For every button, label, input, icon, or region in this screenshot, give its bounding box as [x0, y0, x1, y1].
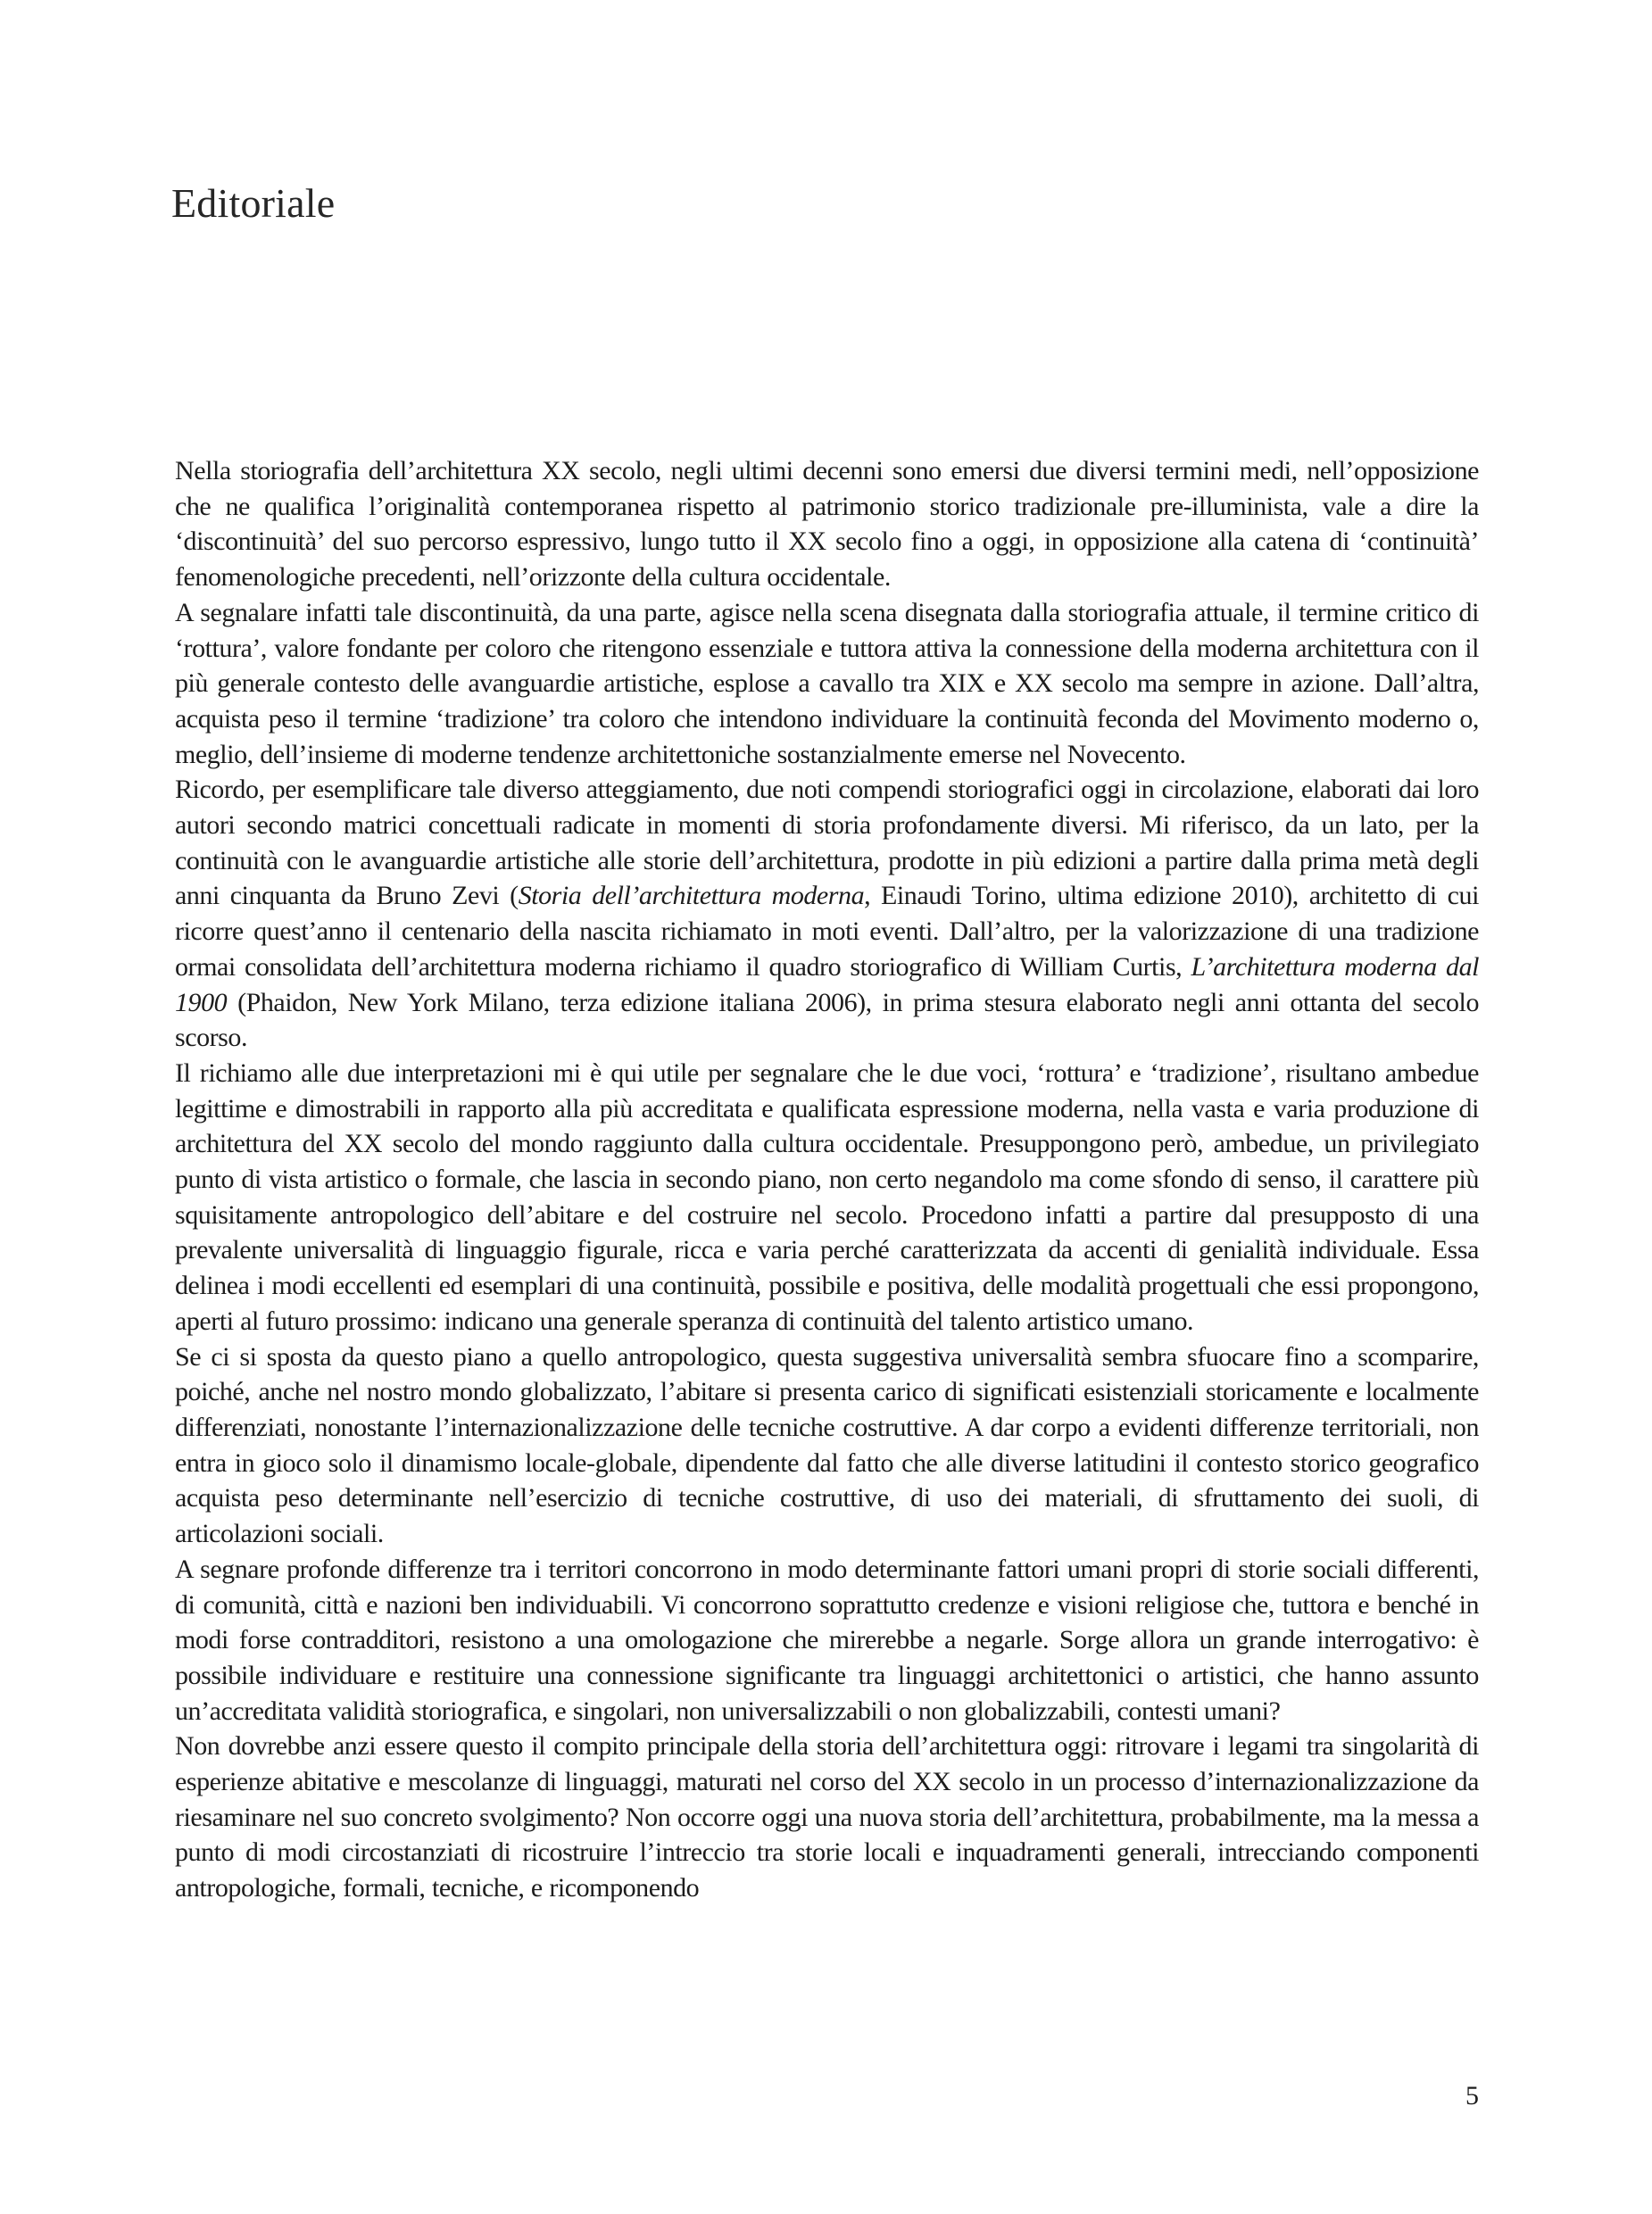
page-number: 5 [1465, 2081, 1479, 2110]
paragraph-3 [175, 772, 1479, 1056]
text-segment: Se ci si sposta da questo piano a quello antropologico, questa suggestiva universalità sembra sfuocare fino a scomparire, poiché, anche nel nostro mondo globalizzato, l’abitare si presenta carico di significati esistenziali storicamente e localmente differenziati, nonostante l’internazionalizzazione delle tecniche costruttive. A dar corpo a evidenti differenze territoriali, non entra in gioco solo il dinamismo locale-globale, dipendente dal fatto che alle diverse latitudini il contesto storico geografico acquista peso determinante nell’esercizio di tecniche costruttive, di uso dei materiali, di sfruttamento dei suoli, di articolazioni sociali. [175, 1341, 1479, 1549]
paragraph-7 [175, 1729, 1479, 1906]
paragraph-1 [175, 453, 1479, 595]
text-segment: Nella storiografia dell’architettura XX secolo, negli ultimi decenni sono emersi due diversi termini medi, nell’opposizione che ne qualifica l’originalità contemporanea rispetto al patrimonio storico tradizionale pre-illuminista, vale a dire la ‘discontinuità’ del suo percorso espressivo, lungo tutto il XX secolo fino a oggi, in opposizione alla catena di ‘continuità’ fenomenologiche precedenti, nell’orizzonte della cultura occidentale. [175, 456, 1479, 593]
text-block [175, 453, 1479, 1906]
book-title: Storia dell’architettura moderna [518, 881, 865, 911]
text-segment: (Phaidon, New York Milano, terza edizione italiana 2006), in prima stesura elaborato negli anni ottanta del secolo scorso. [175, 987, 1479, 1053]
paragraph-4 [175, 1056, 1479, 1339]
paragraph-5 [175, 1339, 1479, 1552]
text-segment: Il richiamo alle due interpretazioni mi è qui utile per segnalare che le due voci, ‘rottura’ e ‘tradizione’, risultano ambedue legittime e dimostrabili in rapporto alla più accreditata e qualificata espressione moderna, nella vasta e varia produzione di architettura del XX secolo del mondo raggiunto dalla cultura occidentale. Presuppongono però, ambedue, un privilegiato punto di vista artistico o formale, che lascia in secondo piano, non certo negandolo ma come sfondo di senso, il carattere più squisitamente antropologico dell’abitare e del costruire nel secolo. Procedono infatti a partire dal presupposto di una prevalente universalità di linguaggio figurale, ricca e varia perché caratterizzata da accenti di genialità individuale. Essa delinea i modi eccellenti ed esemplari di una continuità, possibile e positiva, delle modalità progettuali che essi propongono, aperti al futuro prossimo: indicano una generale speranza di continuità del talento artistico umano. [175, 1057, 1479, 1336]
text-segment: Ricordo, per esemplificare tale diverso atteggiamento, due noti compendi storiografici oggi in circolazione, elaborati dai loro autori secondo matrici concettuali radicate in momenti di storia profondamente diversi. Mi riferisco, da un lato, per la continuità con le avanguardie artistiche alle storie dell’architettura, prodotte in più edizioni a partire dalla prima metà degli anni cinquanta da Bruno Zevi ( [175, 775, 1479, 911]
paragraph-2 [175, 595, 1479, 773]
text-segment: Non dovrebbe anzi essere questo il compito principale della storia dell’architettura oggi: ritrovare i legami tra singolarità di esperienze abitative e mescolanze di linguaggi, maturati nel corso del XX secolo in un processo d’internazionalizzazione da riesaminare nel suo concreto svolgimento? Non occorre oggi una nuova storia dell’architettura, probabilmente, ma la messa a punto di modi circostanziati di ricostruire l’intreccio tra storie locali e inquadramenti generali, intrecciando componenti antropologiche, formali, tecniche, e ricomponendo [175, 1731, 1479, 1903]
page-title: Editoriale [171, 179, 336, 226]
text-segment: A segnalare infatti tale discontinuità, da una parte, agisce nella scena disegnata dalla storiografia attuale, il termine critico di ‘rottura’, valore fondante per coloro che ritengono essenziale e tuttora attiva la connessione della moderna architettura con il più generale contesto delle avanguardie artistiche, esplose a cavallo tra XIX e XX secolo ma sempre in azione. Dall’altra, acquista peso il termine ‘tradizione’ tra coloro che intendono individuare la continuità feconda del Movimento moderno o, meglio, dell’insieme di moderne tendenze architettoniche sostanzialmente emerse nel Novecento. [175, 597, 1479, 769]
book-title: L’architettura moderna dal 1900 [175, 951, 1480, 1017]
text-segment: A segnare profonde differenze tra i territori concorrono in modo determinante fattori umani propri di storie sociali differenti, di comunità, città e nazioni ben individuabili. Vi concorrono soprattutto credenze e visioni religiose che, tuttora e benché in modi forse contradditori, resistono a una omologazione che mirerebbe a negarle. Sorge allora un grande interrogativo: è possibile individuare e restituire una connessione significante tra linguaggi architettonici o artistici, che hanno assunto un’accreditata validità storiografica, e singolari, non universalizzabili o non globalizzabili, contesti umani? [175, 1554, 1479, 1726]
text-segment: , Einaudi Torino, ultima edizione 2010), architetto di cui ricorre quest’anno il centenario della nascita richiamato in moti eventi. Dall’altro, per la valorizzazione di una tradizione ormai consolidata dell’architettura moderna richiamo il quadro storiografico di William Curtis, [175, 881, 1479, 982]
paragraph-6 [175, 1552, 1479, 1729]
